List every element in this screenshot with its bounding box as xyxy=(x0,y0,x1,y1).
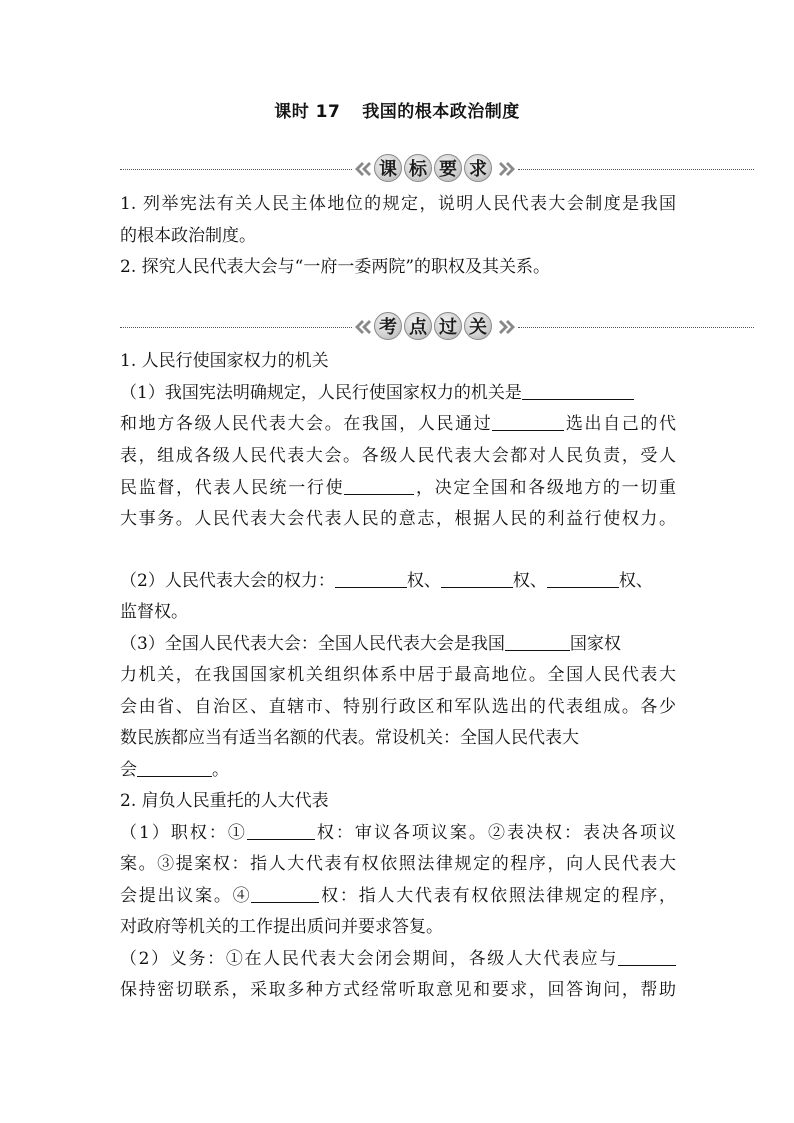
fill-blank[interactable] xyxy=(335,567,407,588)
fill-blank[interactable] xyxy=(618,945,676,966)
paragraph-line: 民监督，代表人民统一行使 ，决定全国和各级地方的一切重 xyxy=(120,473,676,504)
paragraph-line: （2）义务：①在人民代表大会闭会期间，各级人大代表应与 xyxy=(120,944,676,975)
fill-blank[interactable] xyxy=(247,819,315,840)
banner-char: 过 xyxy=(434,312,462,340)
paragraph-line: 大事务。人民代表大会代表人民的意志，根据人民的利益行使权力。 xyxy=(120,509,676,529)
paragraph-line: 保持密切联系，采取多种方式经常听取意见和要求，回答询问，帮助 xyxy=(120,980,676,1000)
double-chevron-right-icon xyxy=(498,159,518,179)
paragraph-line: 数民族都应当有适当名额的代表。常设机关：全国人民代表大 xyxy=(120,728,579,748)
section-banner-key-points xyxy=(120,310,754,344)
banner-char: 关 xyxy=(464,312,492,340)
lesson-title: 我国的根本政治制度 xyxy=(362,102,520,122)
paragraph-line: 会由省、自治区、直辖市、特别行政区和军队选出的代表组成。各少 xyxy=(120,697,676,717)
double-chevron-left-icon xyxy=(352,159,372,179)
section-heading: 1. 人民行使国家权力的机关 xyxy=(120,351,329,371)
paragraph-line: 表，组成各级人民代表大会。各级人民代表大会都对人民负责，受人 xyxy=(120,446,676,466)
paragraph-line: （3）全国人民代表大会：全国人民代表大会是我国 国家权 xyxy=(120,629,676,660)
double-chevron-right-icon xyxy=(498,317,518,337)
double-chevron-left-icon xyxy=(352,317,372,337)
dotted-divider xyxy=(120,327,352,328)
fill-blank[interactable] xyxy=(251,882,319,903)
section-banner-requirements xyxy=(120,152,754,186)
banner-badge xyxy=(352,152,518,186)
banner-char: 考 xyxy=(374,312,402,340)
fill-blank[interactable] xyxy=(522,379,634,400)
dotted-divider xyxy=(518,327,754,328)
fill-blank[interactable] xyxy=(547,567,619,588)
banner-char: 求 xyxy=(464,154,492,182)
paragraph-line: 会 。 xyxy=(120,755,676,786)
paragraph-line: （1）我国宪法明确规定，人民行使国家权力的机关是 xyxy=(120,378,676,409)
paragraph-line: 案。③提案权：指人大代表有权依照法律规定的程序，向人民代表大 xyxy=(120,854,676,874)
banner-char: 课 xyxy=(374,154,402,182)
fill-blank[interactable] xyxy=(137,756,212,777)
banner-char: 标 xyxy=(404,154,432,182)
fill-blank[interactable] xyxy=(344,474,414,495)
page-title xyxy=(0,97,794,122)
paragraph-line: 对政府等机关的工作提出质问并要求答复。 xyxy=(120,917,443,937)
requirement-line: 2. 探究人民代表大会与“一府一委两院”的职权及其关系。 xyxy=(120,257,551,277)
banner-char: 点 xyxy=(404,312,432,340)
requirement-line: 1. 列举宪法有关人民主体地位的规定，说明人民代表大会制度是我国 xyxy=(120,194,676,214)
paragraph-line: 会提出议案。④ 权：指人大代表有权依照法律规定的程序， xyxy=(120,881,676,912)
paragraph-line: （2）人民代表大会的权力： 权、 权、 权、 xyxy=(120,566,676,597)
paragraph-line: 力机关，在我国国家机关组织体系中居于最高地位。全国人民代表大 xyxy=(120,665,676,685)
paragraph-line: （1）职权：① 权：审议各项议案。②表决权：表决各项议 xyxy=(120,818,676,849)
section-heading: 2. 肩负人民重托的人大代表 xyxy=(120,791,329,811)
banner-badge xyxy=(352,310,518,344)
fill-blank[interactable] xyxy=(441,567,513,588)
requirement-line: 的根本政治制度。 xyxy=(120,226,256,246)
paragraph-line: 监督权。 xyxy=(120,602,188,622)
banner-char: 要 xyxy=(434,154,462,182)
dotted-divider xyxy=(518,169,754,170)
fill-blank[interactable] xyxy=(492,410,564,431)
paragraph-line: 和地方各级人民代表大会。在我国，人民通过 选出自己的代 xyxy=(120,409,676,440)
fill-blank[interactable] xyxy=(505,630,570,651)
lesson-number: 课时 17 xyxy=(274,102,341,122)
dotted-divider xyxy=(120,169,352,170)
